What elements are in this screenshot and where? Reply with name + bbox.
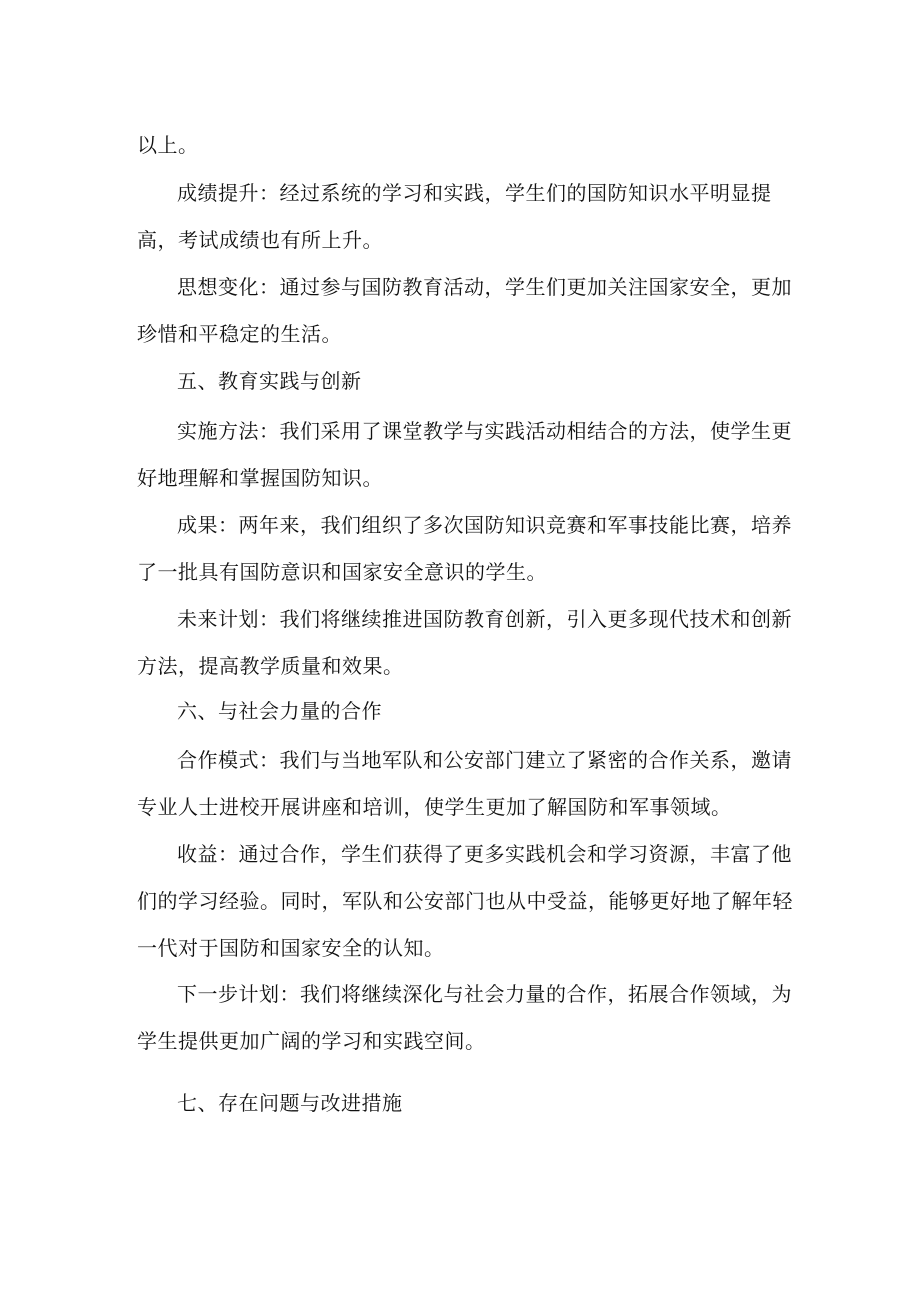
paragraph-achievements: 成果：两年来，我们组织了多次国防知识竞赛和军事技能比赛，培养了一批具有国防意识和国家安全意识的学生。 bbox=[137, 513, 792, 584]
paragraph-mindset-change: 思想变化：通过参与国防教育活动，学生们更加关注国家安全，更加珍惜和平稳定的生活。 bbox=[137, 275, 792, 346]
paragraph-benefits: 收益：通过合作，学生们获得了更多实践机会和学习资源，丰富了他们的学习经验。同时，军队和公安部门也从中受益，能够更好地了解年轻一代对于国防和国家安全的认知。 bbox=[137, 842, 793, 960]
paragraph-cooperation-model: 合作模式：我们与当地军队和公安部门建立了紧密的合作关系，邀请专业人士进校开展讲座和培训，使学生更加了解国防和军事领域。 bbox=[137, 748, 792, 819]
paragraph-score-improvement: 成绩提升：经过系统的学习和实践，学生们的国防知识水平明显提高，考试成绩也有所上升。 bbox=[137, 181, 772, 252]
section-heading-7: 七、存在问题与改进措施 bbox=[177, 1091, 403, 1115]
paragraph-continuation: 以上。 bbox=[137, 133, 199, 157]
paragraph-future-plan: 未来计划：我们将继续推进国防教育创新，引入更多现代技术和创新方法，提高教学质量和效果。 bbox=[137, 607, 792, 678]
paragraph-next-step-plan: 下一步计划：我们将继续深化与社会力量的合作，拓展合作领域，为学生提供更加广阔的学习和实践空间。 bbox=[137, 982, 792, 1053]
paragraph-implementation-method: 实施方法：我们采用了课堂教学与实践活动相结合的方法，使学生更好地理解和掌握国防知识。 bbox=[137, 419, 792, 490]
section-heading-6: 六、与社会力量的合作 bbox=[177, 699, 382, 723]
section-heading-5: 五、教育实践与创新 bbox=[177, 369, 362, 393]
